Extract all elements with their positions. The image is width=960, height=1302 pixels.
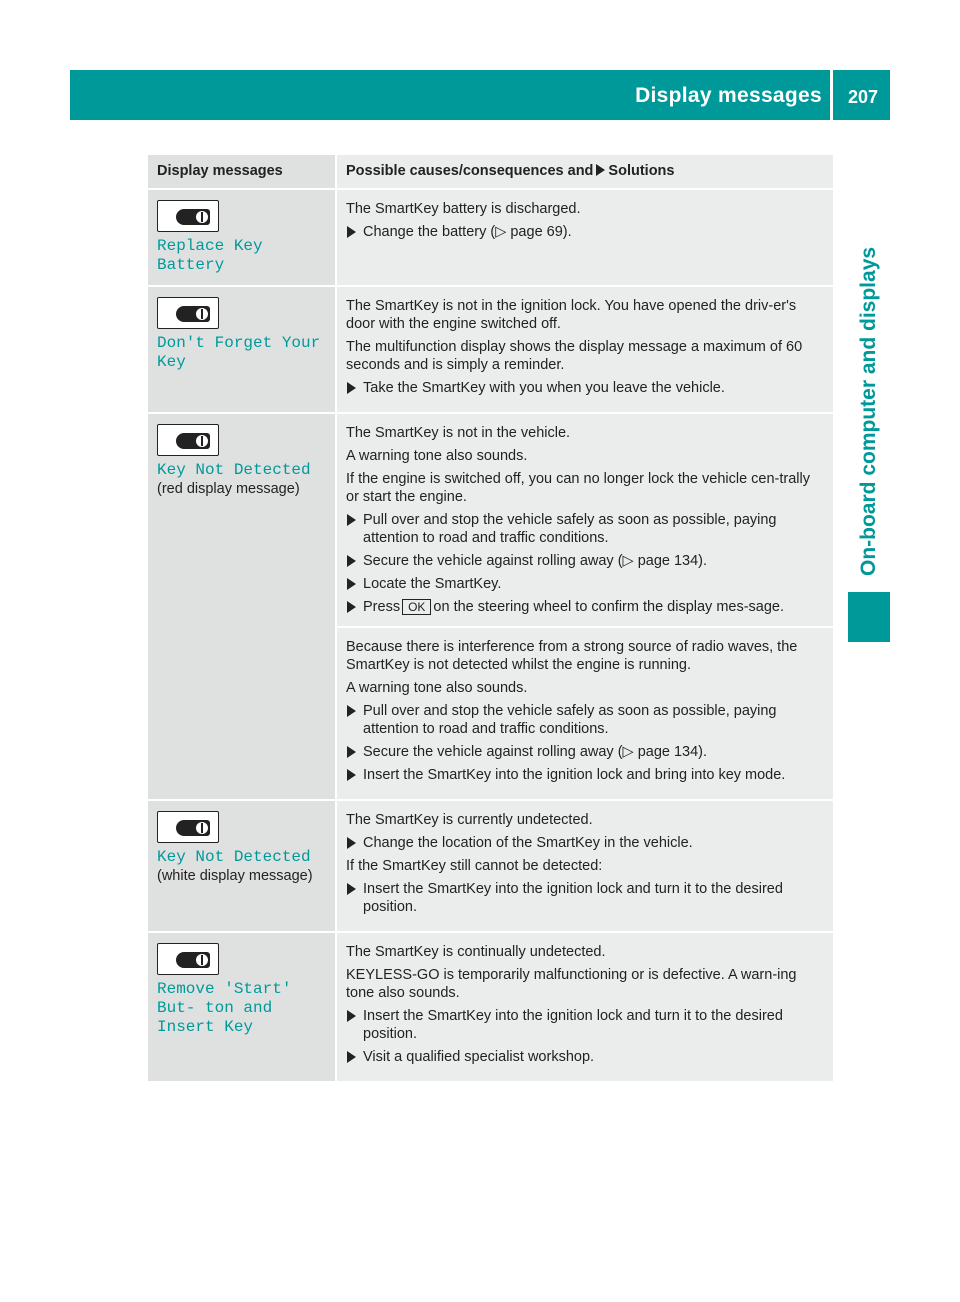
solution-step: Secure the vehicle against rolling away (▷ page 134). (346, 552, 824, 570)
display-message-cell (148, 413, 336, 800)
cell-divider (337, 626, 833, 628)
solution-step: Locate the SmartKey. (346, 575, 824, 593)
header-solutions-label: Solutions (608, 163, 675, 179)
solution-step: Take the SmartKey with you when you leave the vehicle. (346, 379, 824, 397)
display-message-text: Remove 'Start' But‐ ton and Insert Key (157, 980, 292, 1036)
causes-solutions-cell (336, 413, 833, 800)
table-row (148, 286, 833, 413)
key-icon (157, 943, 219, 975)
cause-paragraph: The SmartKey is not in the ignition lock. You have opened the driv-er's door with the engine switched off. (346, 298, 797, 332)
cause-paragraph: A warning tone also sounds. (346, 448, 528, 464)
solution-step: Visit a qualified specialist workshop. (346, 1048, 824, 1066)
display-message-text: Key Not Detected (157, 848, 311, 866)
causes-solutions-cell (336, 286, 833, 413)
display-message-cell (148, 189, 336, 286)
causes-solutions-cell (336, 189, 833, 286)
side-tab-marker (848, 592, 890, 642)
section-tab-label: On-board computer and displays (857, 246, 880, 576)
display-message-text: Replace Key Battery (157, 237, 263, 274)
cause-paragraph: A warning tone also sounds. (346, 680, 528, 696)
solution-step: Insert the SmartKey into the ignition lock and bring into key mode. (346, 766, 824, 784)
key-icon (157, 297, 219, 329)
table-row (148, 189, 833, 286)
column-header-causes-solutions (336, 155, 833, 189)
causes-solutions-cell (336, 800, 833, 932)
step-text: on the steering wheel to confirm the display mes-sage. (433, 599, 785, 615)
cause-paragraph: The SmartKey is currently undetected. (346, 812, 593, 828)
display-message-cell (148, 800, 336, 932)
cause-paragraph: The SmartKey is continually undetected. (346, 944, 606, 960)
solution-step: Change the battery (▷ page 69). (346, 223, 824, 241)
key-icon (157, 200, 219, 232)
display-message-note: (white display message) (157, 868, 313, 884)
header-divider (830, 70, 833, 120)
column-header-display-messages: Display messages (148, 155, 336, 189)
cause-paragraph: The multifunction display shows the display message a maximum of 60 seconds and is simply a reminder. (346, 339, 803, 373)
page-title: Display messages (635, 84, 822, 107)
cause-paragraph: If the engine is switched off, you can no longer lock the vehicle cen-trally or start the engine. (346, 471, 810, 505)
solution-step: Pull over and stop the vehicle safely as soon as possible, paying attention to road and traffic conditions. (346, 511, 824, 547)
solution-step: Pull over and stop the vehicle safely as soon as possible, paying attention to road and traffic conditions. (346, 702, 824, 738)
table-row (148, 932, 833, 1081)
header-causes-label: Possible causes/consequences and (346, 163, 594, 179)
display-message-note: (red display message) (157, 481, 300, 497)
solution-step: Change the location of the SmartKey in the vehicle. (346, 834, 824, 852)
table-row (148, 413, 833, 800)
causes-solutions-cell (336, 932, 833, 1081)
key-icon (157, 424, 219, 456)
display-message-cell (148, 286, 336, 413)
solution-step (346, 598, 824, 616)
solution-step: Insert the SmartKey into the ignition lock and turn it to the desired position. (346, 880, 824, 916)
page-number: 207 (847, 87, 878, 107)
step-text: Press (363, 599, 401, 615)
cause-paragraph: If the SmartKey still cannot be detected: (346, 858, 603, 874)
cause-paragraph: KEYLESS-GO is temporarily malfunctioning or is defective. A warn-ing tone also sounds. (346, 967, 797, 1001)
cause-paragraph: The SmartKey battery is discharged. (346, 201, 581, 217)
table-row (148, 800, 833, 932)
header-bar (70, 70, 890, 120)
ok-button-icon: OK (402, 599, 431, 615)
solution-step: Secure the vehicle against rolling away (▷ page 134). (346, 743, 824, 761)
arrow-icon (596, 164, 605, 176)
side-tab (848, 120, 890, 590)
table-header-row (148, 155, 833, 189)
solution-step: Insert the SmartKey into the ignition lock and turn it to the desired position. (346, 1007, 824, 1043)
display-message-cell (148, 932, 336, 1081)
cause-paragraph: The SmartKey is not in the vehicle. (346, 425, 571, 441)
display-messages-table (148, 155, 833, 1081)
display-message-text: Don't Forget Your Key (157, 334, 321, 371)
display-message-text: Key Not Detected (157, 461, 311, 479)
cause-paragraph: Because there is interference from a strong source of radio waves, the SmartKey is not detected whilst the engine is running. (346, 639, 798, 673)
key-icon (157, 811, 219, 843)
